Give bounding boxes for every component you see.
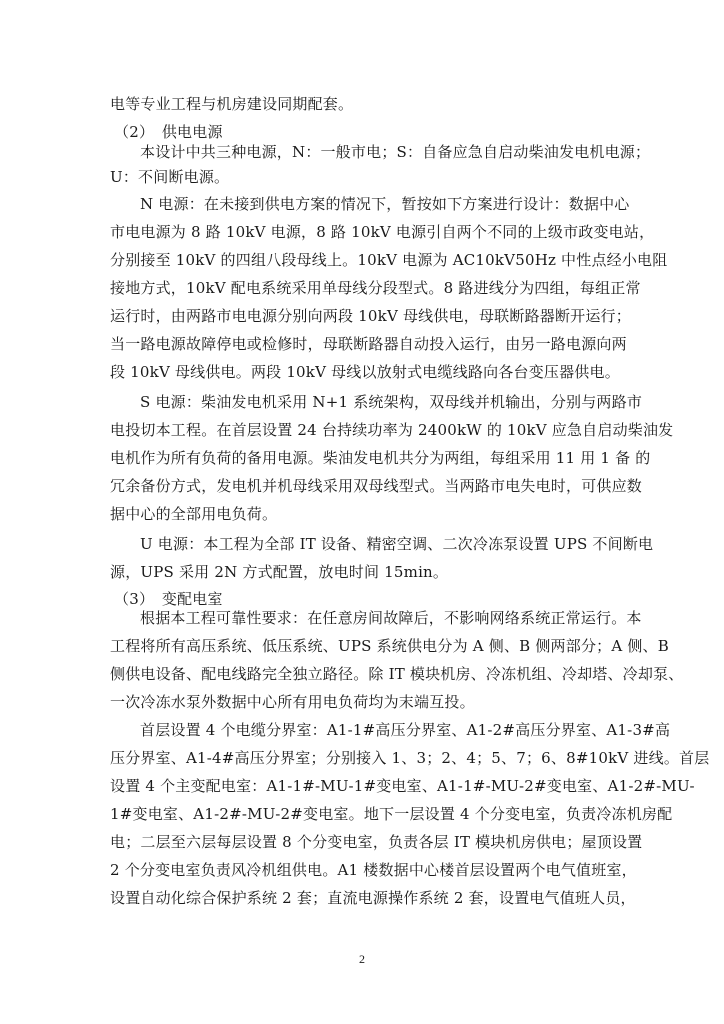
text-line: 设置自动化综合保护系统 2 套；直流电源操作系统 2 套，设置电气值班人员， <box>110 889 636 907</box>
text-line: U：不间断电源。 <box>110 168 230 186</box>
text-line: 电等专业工程与机房建设同期配套。 <box>110 95 354 113</box>
text-line: 2 个分变电室负责风冷机组供电。A1 楼数据中心楼首层设置两个电气值班室， <box>110 861 637 879</box>
text-line: 压分界室、A1-4#高压分界室；分别接入 1、3；2、4；5、7；6、8#10kV 进线。首层 <box>110 749 710 767</box>
text-line: 1#变电室、A1-2#-MU-2#变电室。地下一层设置 4 个分变电室，负责冷冻机房配 <box>110 805 673 823</box>
text-line: 一次冷冻水泵外数据中心所有用电负荷均为末端互投。 <box>110 693 475 711</box>
text-line: 电投切本工程。在首层设置 24 台持续功率为 2400kW 的 10kV 应急自启动柴油发 <box>110 421 674 439</box>
text-line: 电机作为所有负荷的备用电源。柴油发电机共分为两组，每组采用 11 用 1 备 的 <box>110 449 651 467</box>
text-line: 工程将所有高压系统、低压系统、UPS 系统供电分为 A 侧、B 侧两部分；A 侧、B <box>110 637 669 655</box>
text-line: S 电源：柴油发电机采用 N+1 系统架构，双母线并机输出，分别与两路市 <box>140 393 643 411</box>
text-line: 当一路电源故障停电或检修时，母联断路器自动投入运行，由另一路电源向两 <box>110 335 627 353</box>
text-line: 接地方式，10kV 配电系统采用单母线分段型式。8 路进线分为四组，每组正常 <box>110 279 641 297</box>
text-line: 冗余备份方式，发电机并机母线采用双母线型式。当两路市电失电时，可供应数 <box>110 477 643 495</box>
section-heading: （2） 供电电源 <box>114 123 223 141</box>
text-line: 本设计中共三种电源，N：一般市电；S：自备应急自启动柴油发电机电源； <box>140 143 651 161</box>
page-number: 2 <box>359 952 365 966</box>
text-line: U 电源：本工程为全部 IT 设备、精密空调、二次冷冻泵设置 UPS 不间断电 <box>140 535 654 553</box>
text-line: 根据本工程可靠性要求：在任意房间故障后，不影响网络系统正常运行。本 <box>140 609 642 627</box>
text-line: 运行时，由两路市电电源分别向两段 10kV 母线供电，母联断路器断开运行； <box>110 307 631 325</box>
text-line: 设置 4 个主变配电室：A1-1#-MU-1#变电室、A1-1#-MU-2#变电室、A1-2#-MU- <box>110 777 695 795</box>
text-line: 首层设置 4 个电缆分界室：A1-1#高压分界室、A1-2#高压分界室、A1-3#高 <box>140 721 671 739</box>
text-line: 分别接至 10kV 的四组八段母线上。10kV 电源为 AC10kV50Hz 中性点经小电阻 <box>110 251 668 269</box>
text-line: 源，UPS 采用 2N 方式配置，放电时间 15min。 <box>110 563 449 581</box>
text-line: N 电源：在未接到供电方案的情况下，暂按如下方案进行设计：数据中心 <box>140 195 630 213</box>
text-line: 市电电源为 8 路 10kV 电源，8 路 10kV 电源引自两个不同的上级市政变电站， <box>110 223 655 241</box>
section-heading: （3） 变配电室 <box>114 590 223 608</box>
text-line: 段 10kV 母线供电。两段 10kV 母线以放射式电缆线路向各台变压器供电。 <box>110 363 620 381</box>
text-line: 据中心的全部用电负荷。 <box>110 505 278 523</box>
text-line: 侧供电设备、配电线路完全独立路径。除 IT 模块机房、冷冻机组、冷却塔、冷却泵、 <box>110 665 684 683</box>
text-line: 电；二层至六层每层设置 8 个分变电室，负责各层 IT 模块机房供电；屋顶设置 <box>110 833 643 851</box>
